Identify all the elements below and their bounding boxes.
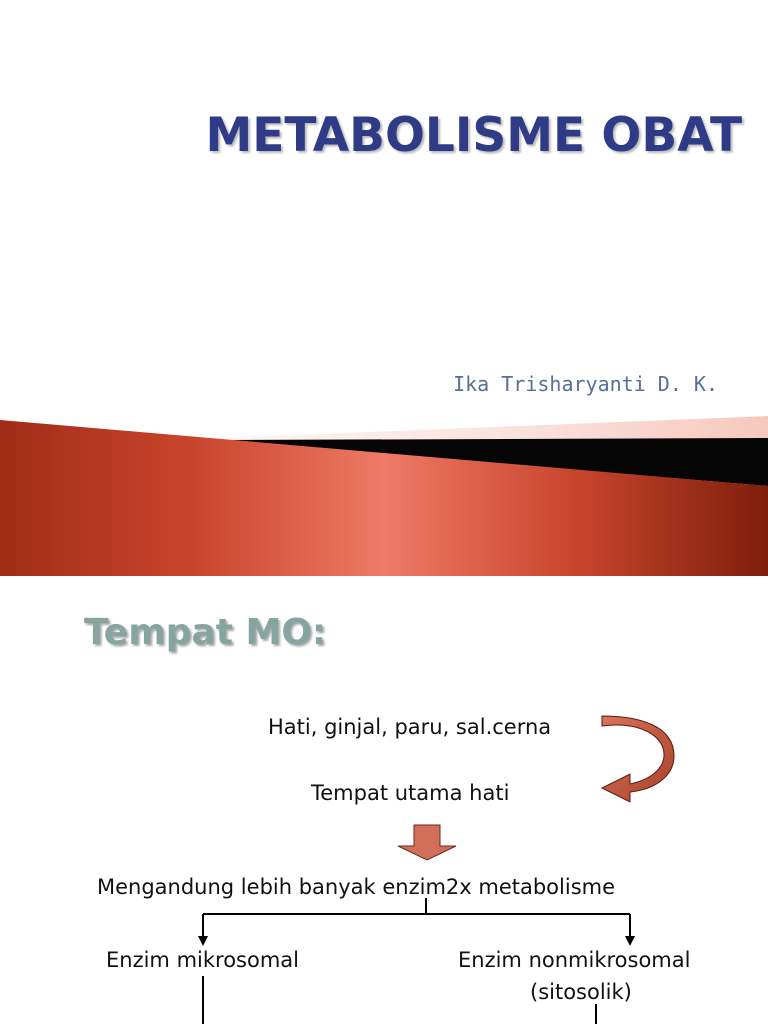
node-nonmicrosomal: Enzim nonmikrosomal: [458, 948, 691, 972]
curved-arrow-icon: [602, 716, 674, 802]
author-name: Ika Trisharyanti D. K.: [453, 372, 718, 396]
node-organs: Hati, ginjal, paru, sal.cerna: [268, 715, 552, 739]
banner-pink-band: [200, 416, 768, 440]
content-slide: [0, 576, 768, 1024]
arrowhead-icon: [198, 936, 208, 946]
node-contains: Mengandung lebih banyak enzim2x metabolisme: [97, 875, 616, 899]
node-microsomal: Enzim mikrosomal: [106, 948, 299, 972]
node-main-site: Tempat utama hati: [311, 781, 510, 805]
slide-heading: Tempat MO:: [84, 612, 327, 653]
decorative-banner: [0, 410, 768, 576]
down-arrow-icon: [398, 825, 456, 860]
slide-title: METABOLISME OBAT: [205, 108, 742, 163]
node-cytosolic: (sitosolik): [530, 980, 632, 1004]
arrowhead-icon: [625, 936, 635, 946]
